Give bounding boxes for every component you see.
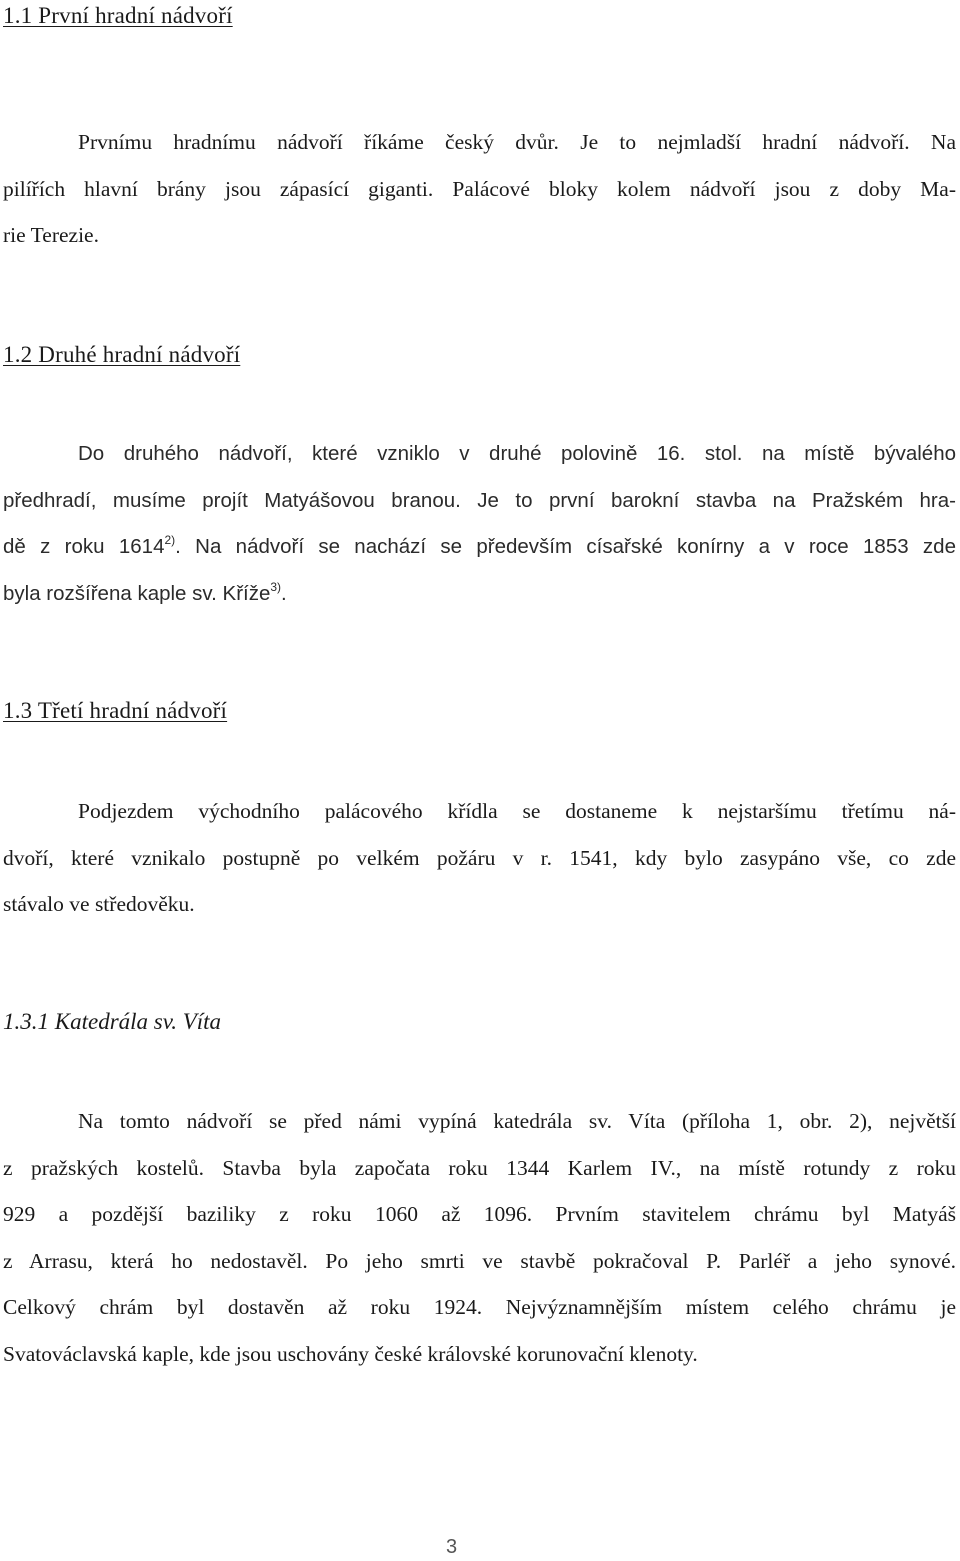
footnote-ref: 2) [164, 533, 176, 547]
paragraph-line: Prvnímu hradnímu nádvoří říkáme český dvůr. Je to nejmladší hradní nádvoří. Na [78, 130, 956, 154]
paragraph-1-2 [3, 437, 956, 623]
paragraph-1-3-1 [3, 1104, 956, 1383]
paragraph-line: Na tomto nádvoří se před námi vypíná katedrála sv. Víta (příloha 1, obr. 2), největší [78, 1109, 956, 1133]
paragraph-line: Svatováclavská kaple, kde jsou uschovány české královské korunovační klenoty. [3, 1341, 698, 1366]
section-heading-1-2: 1.2 Druhé hradní nádvoří [3, 342, 241, 367]
section-heading-1-1: 1.1 První hradní nádvoří [3, 3, 233, 28]
paragraph-line: Podjezdem východního palácového křídla se dostaneme k nejstaršímu třetímu ná- [78, 799, 956, 823]
paragraph-line: z pražských kostelů. Stavba byla započata roku 1344 Karlem IV., na místě rotundy z roku [3, 1155, 956, 1180]
line-text: dě z roku 1614 [3, 535, 165, 558]
paragraph-line: stávalo ve středověku. [3, 892, 195, 916]
paragraph-1-1 [3, 125, 956, 265]
paragraph-line: Celkový chrám byl dostavěn až roku 1924. Nejvýznamnějším místem celého chrámu je [3, 1295, 956, 1319]
footnote-ref: 3) [270, 579, 282, 594]
paragraph-line: z Arrasu, která ho nedostavěl. Po jeho smrti ve stavbě pokračoval P. Parléř a jeho synové. [3, 1248, 956, 1273]
paragraph-line [3, 530, 956, 577]
paragraph-line: dvoří, které vznikalo postupně po velkém požáru v r. 1541, kdy bylo zasypáno vše, co zde [3, 845, 956, 870]
paragraph-line [3, 577, 956, 624]
paragraph-line: Do druhého nádvoří, které vzniklo v druhé polovině 16. stol. na místě bývalého [78, 442, 956, 465]
line-text: byla rozšířena kaple sv. Kříže [3, 581, 271, 605]
subsection-heading-1-3-1: 1.3.1 Katedrála sv. Víta [3, 1009, 222, 1034]
paragraph-line: 929 a pozdější baziliky z roku 1060 až 1096. Prvním stavitelem chrámu byl Matyáš [3, 1202, 956, 1226]
paragraph-line: pilířích hlavní brány jsou zápasící giganti. Palácové bloky kolem nádvoří jsou z doby Ma- [3, 176, 956, 201]
page-number: 3 [446, 1536, 458, 1558]
line-text: . [281, 581, 287, 605]
section-heading-1-3: 1.3 Třetí hradní nádvoří [3, 698, 228, 723]
line-text: . Na nádvoří se nachází se především císařské konírny a v roce 1853 zde [175, 535, 956, 558]
paragraph-1-3 [3, 794, 956, 934]
paragraph-line: předhradí, musíme projít Matyášovou branou. Je to první barokní stavba na Pražském hra- [3, 488, 956, 512]
paragraph-line: rie Terezie. [3, 223, 99, 247]
